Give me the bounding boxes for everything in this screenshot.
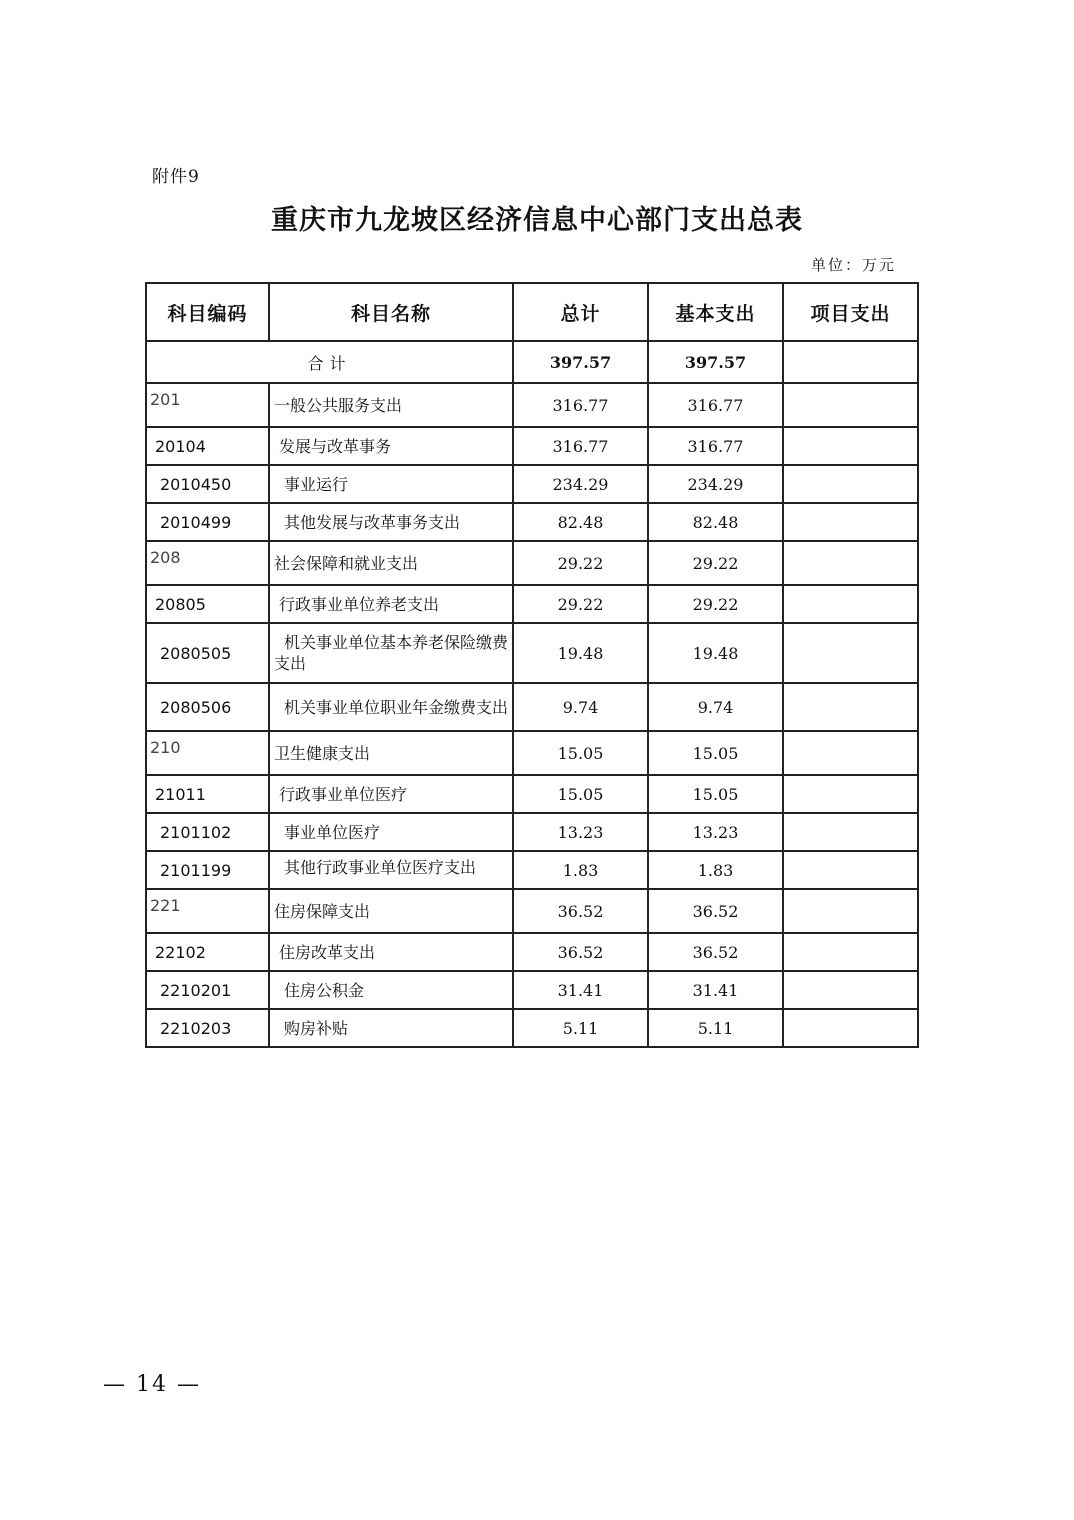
total-basic: 397.57 xyxy=(648,341,783,383)
table-row xyxy=(146,683,918,731)
row-name: 机关事业单位基本养老保险缴费支出 xyxy=(269,623,513,683)
annex-label: 附件9 xyxy=(152,167,200,187)
row-project xyxy=(783,971,918,1009)
row-basic: 29.22 xyxy=(648,585,783,623)
header-project: 项目支出 xyxy=(783,283,918,341)
row-name: 机关事业单位职业年金缴费支出 xyxy=(269,683,513,731)
row-total: 13.23 xyxy=(513,813,648,851)
row-basic: 29.22 xyxy=(648,541,783,585)
row-total: 15.05 xyxy=(513,731,648,775)
row-name: 住房保障支出 xyxy=(269,889,513,933)
header-name: 科目名称 xyxy=(269,283,513,341)
row-code: 22102 xyxy=(146,933,269,971)
row-code: 210 xyxy=(146,731,269,775)
row-project xyxy=(783,383,918,427)
row-name: 社会保障和就业支出 xyxy=(269,541,513,585)
row-project xyxy=(783,933,918,971)
total-total: 397.57 xyxy=(513,341,648,383)
row-code: 21011 xyxy=(146,775,269,813)
row-code: 2101102 xyxy=(146,813,269,851)
row-code: 221 xyxy=(146,889,269,933)
row-total: 316.77 xyxy=(513,427,648,465)
row-total: 36.52 xyxy=(513,889,648,933)
row-total: 5.11 xyxy=(513,1009,648,1047)
unit-label: 单位：万元 xyxy=(810,256,896,274)
table-row xyxy=(146,585,918,623)
row-name: 住房改革支出 xyxy=(269,933,513,971)
row-total: 316.77 xyxy=(513,383,648,427)
row-total: 19.48 xyxy=(513,623,648,683)
row-code: 201 xyxy=(146,383,269,427)
row-code: 2210203 xyxy=(146,1009,269,1047)
row-total: 15.05 xyxy=(513,775,648,813)
total-row xyxy=(146,341,918,383)
row-basic: 234.29 xyxy=(648,465,783,503)
row-name-cell xyxy=(269,851,513,889)
row-total: 234.29 xyxy=(513,465,648,503)
header-code: 科目编码 xyxy=(146,283,269,341)
table-header-row xyxy=(146,283,918,341)
row-name: 事业单位医疗 xyxy=(269,813,513,851)
document-title: 重庆市九龙坡区经济信息中心部门支出总表 xyxy=(271,205,803,236)
row-total: 9.74 xyxy=(513,683,648,731)
table-row xyxy=(146,851,918,889)
row-name: 其他发展与改革事务支出 xyxy=(269,503,513,541)
row-project xyxy=(783,541,918,585)
row-code: 2010499 xyxy=(146,503,269,541)
row-basic: 19.48 xyxy=(648,623,783,683)
row-name: 发展与改革事务 xyxy=(269,427,513,465)
row-name: 事业运行 xyxy=(269,465,513,503)
row-project xyxy=(783,775,918,813)
table-row xyxy=(146,541,918,585)
table-row xyxy=(146,465,918,503)
row-total: 1.83 xyxy=(513,851,648,889)
row-basic: 1.83 xyxy=(648,851,783,889)
row-basic: 13.23 xyxy=(648,813,783,851)
row-project xyxy=(783,585,918,623)
row-code: 2080505 xyxy=(146,623,269,683)
row-name: 一般公共服务支出 xyxy=(269,383,513,427)
row-name: 卫生健康支出 xyxy=(269,731,513,775)
row-project xyxy=(783,683,918,731)
row-code: 2080506 xyxy=(146,683,269,731)
row-basic: 31.41 xyxy=(648,971,783,1009)
row-project xyxy=(783,503,918,541)
row-name: 购房补贴 xyxy=(269,1009,513,1047)
table-row xyxy=(146,971,918,1009)
row-project xyxy=(783,623,918,683)
row-basic: 5.11 xyxy=(648,1009,783,1047)
row-total: 31.41 xyxy=(513,971,648,1009)
row-basic: 316.77 xyxy=(648,427,783,465)
row-total: 29.22 xyxy=(513,585,648,623)
row-project xyxy=(783,731,918,775)
row-name: 住房公积金 xyxy=(269,971,513,1009)
row-total: 82.48 xyxy=(513,503,648,541)
row-project xyxy=(783,465,918,503)
header-total: 总计 xyxy=(513,283,648,341)
table-row xyxy=(146,775,918,813)
row-name: 行政事业单位医疗 xyxy=(269,775,513,813)
header-basic: 基本支出 xyxy=(648,283,783,341)
table-row xyxy=(146,731,918,775)
row-project xyxy=(783,889,918,933)
row-code: 2010450 xyxy=(146,465,269,503)
row-code: 2101199 xyxy=(146,851,269,889)
table-row xyxy=(146,503,918,541)
page-number: — 14 — xyxy=(103,1372,201,1397)
table-row xyxy=(146,813,918,851)
total-project xyxy=(783,341,918,383)
row-project xyxy=(783,427,918,465)
row-code: 20805 xyxy=(146,585,269,623)
table-row xyxy=(146,427,918,465)
row-project xyxy=(783,813,918,851)
row-total: 36.52 xyxy=(513,933,648,971)
table-row xyxy=(146,623,918,683)
row-name: 行政事业单位养老支出 xyxy=(269,585,513,623)
row-code: 208 xyxy=(146,541,269,585)
row-basic: 36.52 xyxy=(648,933,783,971)
row-code: 2210201 xyxy=(146,971,269,1009)
row-basic: 316.77 xyxy=(648,383,783,427)
total-label: 合计 xyxy=(146,341,513,383)
row-basic: 36.52 xyxy=(648,889,783,933)
row-name: 其他行政事业单位医疗支出 xyxy=(284,858,477,877)
row-project xyxy=(783,1009,918,1047)
table-row xyxy=(146,889,918,933)
table-row xyxy=(146,1009,918,1047)
expenditure-table xyxy=(145,282,919,1048)
row-basic: 82.48 xyxy=(648,503,783,541)
row-project xyxy=(783,851,918,889)
table-row xyxy=(146,383,918,427)
row-basic: 15.05 xyxy=(648,731,783,775)
row-basic: 9.74 xyxy=(648,683,783,731)
row-basic: 15.05 xyxy=(648,775,783,813)
row-total: 29.22 xyxy=(513,541,648,585)
table-row xyxy=(146,933,918,971)
row-code: 20104 xyxy=(146,427,269,465)
